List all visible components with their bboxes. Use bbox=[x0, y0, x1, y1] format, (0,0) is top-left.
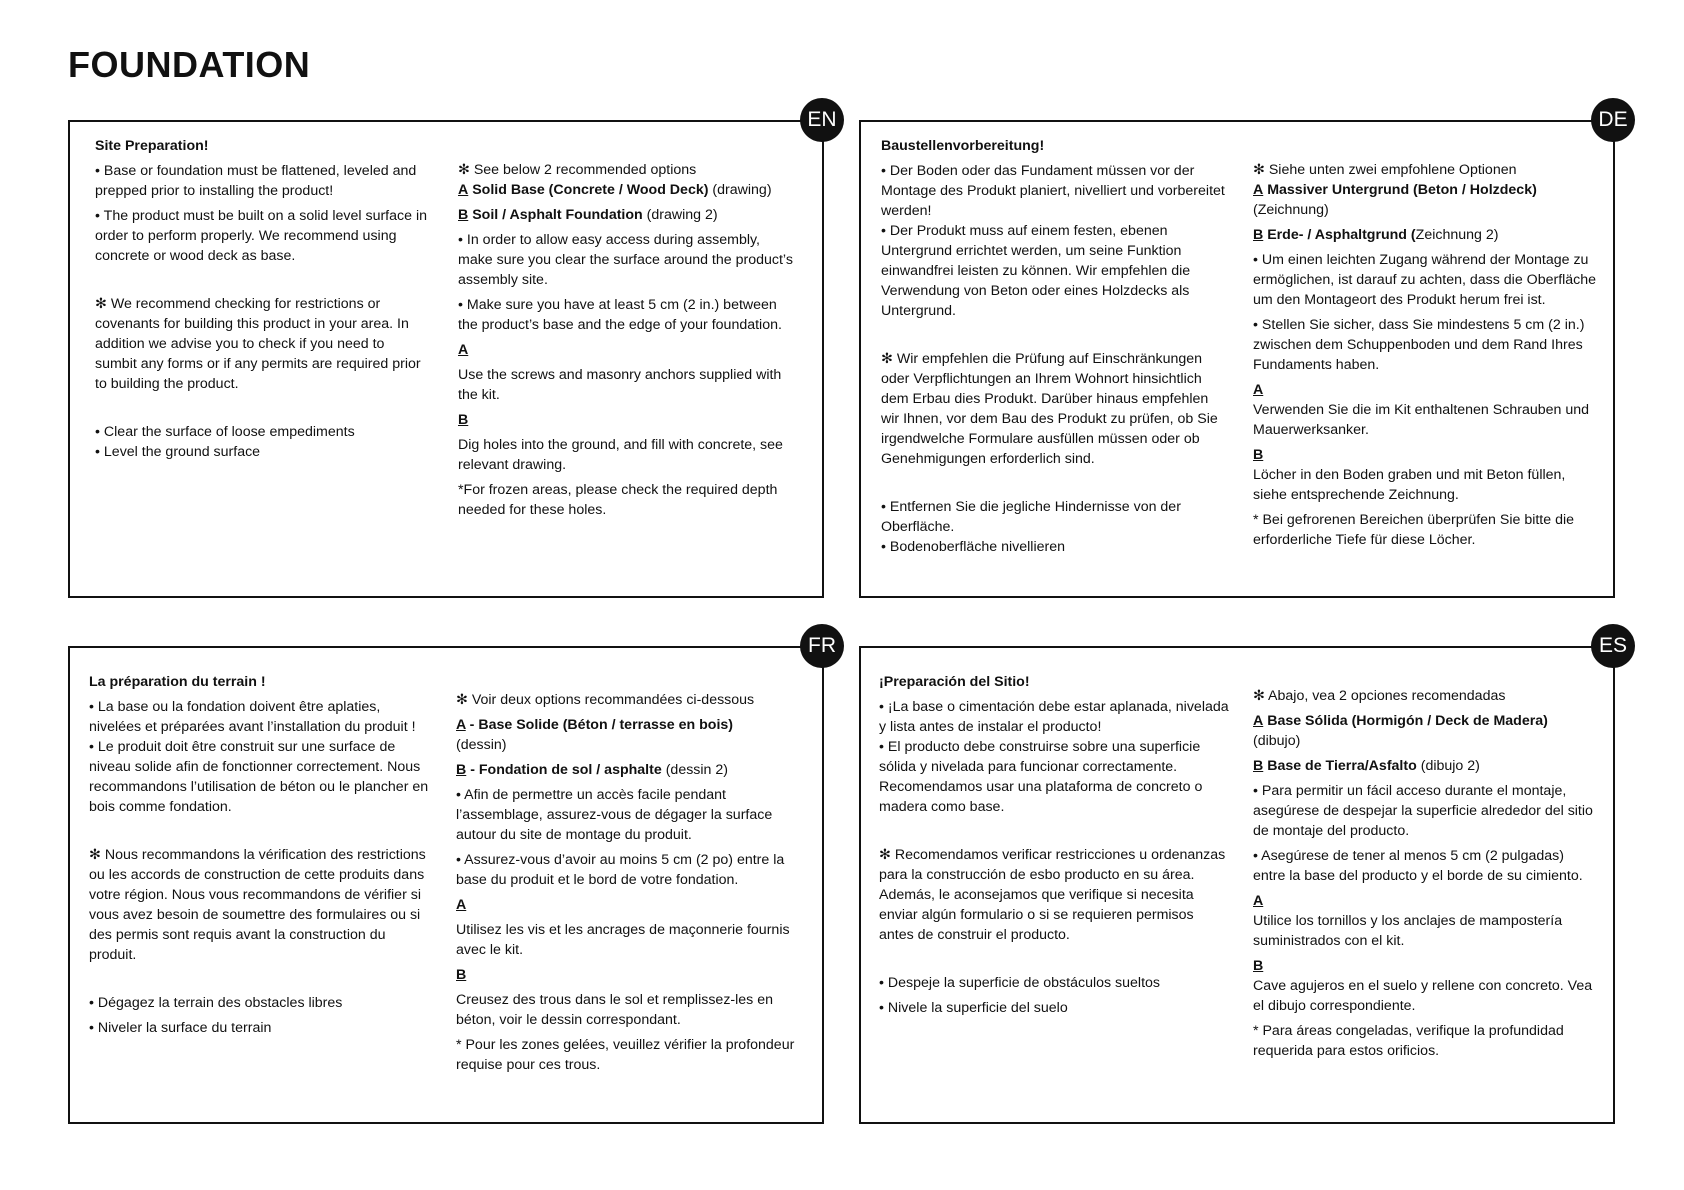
en-left-note: ✻ We recommend checking for restrictions or covenants for building this product in your area. In addition we advise you to check if you need to sumbit any forms or if any permits are required prior to building the product. bbox=[95, 296, 421, 392]
es-left-p2: • El producto debe construirse sobre una superficie sólida y nivelada para funcionar correctamente. Recomendamos usar una plataforma de concreto o madera como base. bbox=[879, 739, 1203, 815]
es-right-p1: • Para permitir un fácil acceso durante el montaje, asegúrese de despejar la superficie alrededor del sitio de montaje del producto. bbox=[1253, 783, 1593, 839]
de-right-column bbox=[1253, 160, 1598, 550]
en-left-column bbox=[95, 136, 430, 462]
es-right-p2: • Asegúrese de tener al menos 5 cm (2 pulgadas) entre la base del producto y el borde de su cimiento. bbox=[1253, 848, 1583, 884]
fr-left-column bbox=[89, 672, 434, 1038]
de-left-p2: • Der Produkt muss auf einem festen, ebenen Untergrund errichtet werden, um seine Funktion einwandfrei leisten zu können. Wir empfehlen die Verwendung von Beton oder eines Holzdecks als Untergrund. bbox=[881, 223, 1191, 319]
en-right-column bbox=[458, 160, 796, 520]
en-a-text: Use the screws and masonry anchors supplied with the kit. bbox=[458, 367, 782, 403]
fr-b-text: Creusez des trous dans le sol et remplissez-les en béton, voir le dessin correspondant. bbox=[456, 992, 773, 1028]
panel-fr bbox=[68, 634, 836, 1124]
en-option-b: B Soil / Asphalt Foundation (drawing 2) bbox=[458, 207, 718, 223]
en-right-p2: • Make sure you have at least 5 cm (2 in.) between the product’s base and the edge of your foundation. bbox=[458, 297, 782, 333]
es-a-text: Utilice los tornillos y los anclajes de mampostería suministrados con el kit. bbox=[1253, 913, 1563, 949]
fr-right-p1: • Afin de permettre un accès facile pendant l’assemblage, assurez-vous de dégager la surface autour du site de montage du produit. bbox=[456, 787, 773, 843]
en-b-note: *For frozen areas, please check the required depth needed for these holes. bbox=[458, 482, 778, 518]
en-left-p2: • The product must be built on a solid level surface in order to perform properly. We recommend using concrete or wood deck as base. bbox=[95, 208, 427, 264]
fr-option-b: B - Fondation de sol / asphalte (dessin 2) bbox=[456, 762, 728, 778]
es-b-note: * Para áreas congeladas, verifique la profundidad requerida para estos orificios. bbox=[1253, 1023, 1564, 1059]
de-option-a: A Massiver Untergrund (Beton / Holzdeck) (Zeichnung) bbox=[1253, 182, 1537, 218]
de-a-text: Verwenden Sie die im Kit enthaltenen Schrauben und Mauerwerksanker. bbox=[1253, 402, 1590, 438]
de-a-letter: A bbox=[1253, 382, 1264, 398]
language-badge-de: DE bbox=[1591, 98, 1635, 142]
es-b-text: Cave agujeros en el suelo y rellene con concreto. Vea el dibujo correspondiente. bbox=[1253, 978, 1593, 1014]
es-b-letter: B bbox=[1253, 958, 1264, 974]
en-b-text: Dig holes into the ground, and fill with concrete, see relevant drawing. bbox=[458, 437, 783, 473]
en-left-bullet-1: • Clear the surface of loose empediments bbox=[95, 424, 355, 440]
es-right-column bbox=[1253, 686, 1598, 1061]
de-left-bullet-1: • Entfernen Sie die jegliche Hindernisse von der Oberfläche. bbox=[881, 499, 1181, 535]
fr-heading: La préparation du terrain ! bbox=[89, 674, 266, 690]
panel-de bbox=[859, 108, 1628, 598]
de-left-p1: • Der Boden oder das Fundament müssen vor der Montage des Produkt planiert, nivelliert und vorbereitet werden! bbox=[881, 163, 1225, 219]
de-right-p1: • Um einen leichten Zugang während der Montage zu ermöglichen, ist darauf zu achten, dass die Oberfläche um den Montageort des Produkt herum frei ist. bbox=[1253, 252, 1597, 308]
en-right-p1: • In order to allow easy access during assembly, make sure you clear the surface around the product’s assembly site. bbox=[458, 232, 793, 288]
de-b-text: Löcher in den Boden graben und mit Beton füllen, siehe entsprechende Zeichnung. bbox=[1253, 467, 1566, 503]
es-option-b: B Base de Tierra/Asfalto (dibujo 2) bbox=[1253, 758, 1480, 774]
fr-left-p2: • Le produit doit être construit sur une surface de niveau solide afin de fonctionner correctement. Nous recommandons l’utilisation de béton ou le plancher en bois comme fondation. bbox=[89, 739, 429, 815]
en-heading: Site Preparation! bbox=[95, 138, 209, 154]
fr-b-note: * Pour les zones gelées, veuillez vérifier la profondeur requise pour ces trous. bbox=[456, 1037, 795, 1073]
de-b-letter: B bbox=[1253, 447, 1264, 463]
fr-a-text: Utilisez les vis et les ancrages de maçonnerie fournis avec le kit. bbox=[456, 922, 790, 958]
es-left-bullet-1: • Despeje la superficie de obstáculos sueltos bbox=[879, 975, 1160, 991]
language-badge-es: ES bbox=[1591, 624, 1635, 668]
de-right-p2: • Stellen Sie sicher, dass Sie mindestens 5 cm (2 in.) zwischen dem Schuppenboden und dem Rand Ihres Fundaments haben. bbox=[1253, 317, 1585, 373]
fr-option-a: A - Base Solide (Béton / terrasse en bois) (dessin) bbox=[456, 717, 734, 753]
es-right-intro: ✻ Abajo, vea 2 opciones recomendadas bbox=[1253, 688, 1506, 704]
es-a-letter: A bbox=[1253, 893, 1264, 909]
de-b-note: * Bei gefrorenen Bereichen überprüfen Sie bitte die erforderliche Tiefe für diese Löcher. bbox=[1253, 512, 1575, 548]
fr-left-bullet-1: • Dégagez la terrain des obstacles libres bbox=[89, 995, 343, 1011]
es-left-p1: • ¡La base o cimentación debe estar aplanada, nivelada y lista antes de instalar el producto! bbox=[879, 699, 1229, 735]
fr-left-note: ✻ Nous recommandons la vérification des restrictions ou les accords de construction de cette produits dans votre région. Nous vous recommandons de vérifier si vous avez besoin de soumettre des formulaires ou si des permis sont requis avant la construction du produit. bbox=[89, 847, 426, 963]
panel-es bbox=[859, 634, 1627, 1124]
en-b-letter: B bbox=[458, 412, 469, 428]
fr-right-p2: • Assurez-vous d’avoir au moins 5 cm (2 po) entre la base du produit et le bord de votre fondation. bbox=[456, 852, 785, 888]
en-left-p1: • Base or foundation must be flattened, leveled and prepped prior to installing the product! bbox=[95, 163, 417, 199]
fr-left-bullet-2: • Niveler la surface du terrain bbox=[89, 1020, 272, 1036]
es-heading: ¡Preparación del Sitio! bbox=[879, 674, 1030, 690]
en-a-letter: A bbox=[458, 342, 469, 358]
de-heading: Baustellenvorbereitung! bbox=[881, 138, 1045, 154]
page-title: FOUNDATION bbox=[68, 44, 311, 85]
language-badge-fr: FR bbox=[800, 624, 844, 668]
de-left-note: ✻ Wir empfehlen die Prüfung auf Einschränkungen oder Verpflichtungen an Ihrem Wohnort hinsichtlich dem Erbau dies Produkt. Darüber hinaus empfehlen wir Ihnen, vor dem Bau des Produkt zu prüfen, ob Sie irgendwelche Formulare ausfüllen müssen oder ob Genehmigungen erforderlich sind. bbox=[881, 351, 1218, 467]
de-right-intro: ✻ Siehe unten zwei empfohlene Optionen bbox=[1253, 162, 1517, 178]
fr-right-intro: ✻ Voir deux options recommandées ci-dessous bbox=[456, 692, 755, 708]
es-left-bullet-2: • Nivele la superficie del suelo bbox=[879, 1000, 1068, 1016]
de-option-b: B Erde- / Asphaltgrund (Zeichnung 2) bbox=[1253, 227, 1499, 243]
es-left-note: ✻ Recomendamos verificar restricciones u ordenanzas para la construcción de esbo producto en su área. Además, le aconsejamos que verifique si necesita enviar algún formulario o si se requieren permisos antes de construir el producto. bbox=[879, 847, 1226, 943]
en-option-a: A Solid Base (Concrete / Wood Deck) (drawing) bbox=[458, 182, 772, 198]
en-left-bullet-2: • Level the ground surface bbox=[95, 444, 261, 460]
en-right-intro: ✻ See below 2 recommended options bbox=[458, 162, 697, 178]
es-left-column bbox=[879, 672, 1229, 1018]
de-left-bullet-2: • Bodenoberfläche nivellieren bbox=[881, 539, 1066, 555]
fr-right-column bbox=[456, 690, 801, 1075]
fr-b-letter: B bbox=[456, 967, 467, 983]
fr-left-p1: • La base ou la fondation doivent être aplaties, nivelées et préparées avant l’installation du produit ! bbox=[89, 699, 416, 735]
language-badge-en: EN bbox=[800, 98, 844, 142]
es-option-a: A Base Sólida (Hormigón / Deck de Madera) (dibujo) bbox=[1253, 713, 1548, 749]
de-left-column bbox=[881, 136, 1229, 557]
panel-en bbox=[68, 108, 837, 598]
fr-a-letter: A bbox=[456, 897, 467, 913]
